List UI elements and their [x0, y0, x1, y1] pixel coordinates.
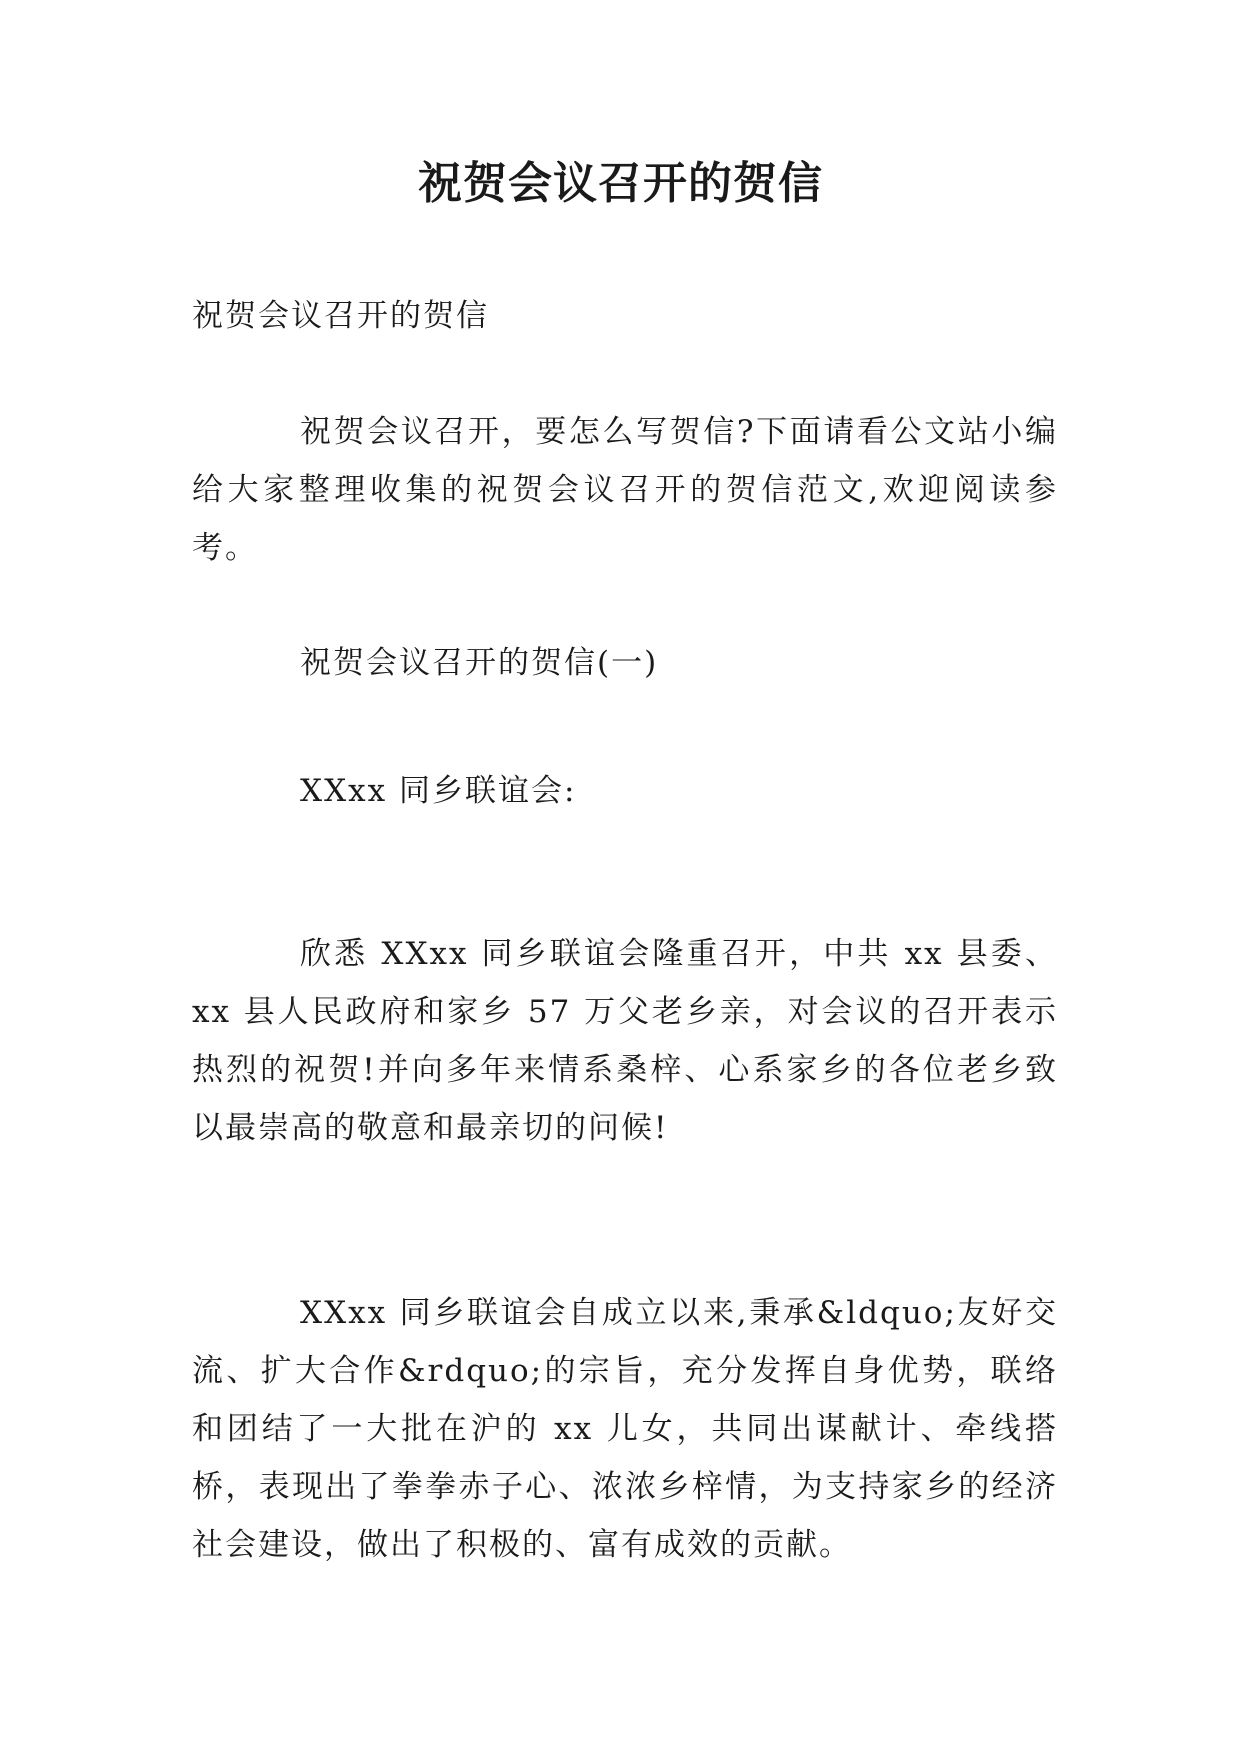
- document-subtitle: 祝贺会议召开的贺信: [192, 298, 489, 334]
- section-heading: 祝贺会议召开的贺信(一): [300, 645, 659, 681]
- body-paragraph-1: 欣悉 XXxx 同乡联谊会隆重召开，中共 xx 县委、xx 县人民政府和家乡 57 万父老乡亲，对会议的召开表示热烈的祝贺!并向多年来情系桑梓、心系家乡的各位老乡致以最崇高的敬意和最亲切的问候!: [192, 936, 1058, 1146]
- letter-salutation: XXxx 同乡联谊会:: [300, 773, 577, 809]
- body-paragraph-2: XXxx 同乡联谊会自成立以来,秉承&ldquo;友好交流、扩大合作&rdquo;的宗旨，充分发挥自身优势，联络和团结了一大批在沪的 xx 儿女，共同出谋献计、牵线搭桥，表现出了拳拳赤子心、浓浓乡梓情，为支持家乡的经济社会建设，做出了积极的、富有成效的贡献。: [192, 1295, 1058, 1563]
- intro-paragraph: 祝贺会议召开，要怎么写贺信?下面请看公文站小编给大家整理收集的祝贺会议召开的贺信范文,欢迎阅读参考。: [192, 414, 1058, 566]
- document-title: 祝贺会议召开的贺信: [418, 158, 823, 209]
